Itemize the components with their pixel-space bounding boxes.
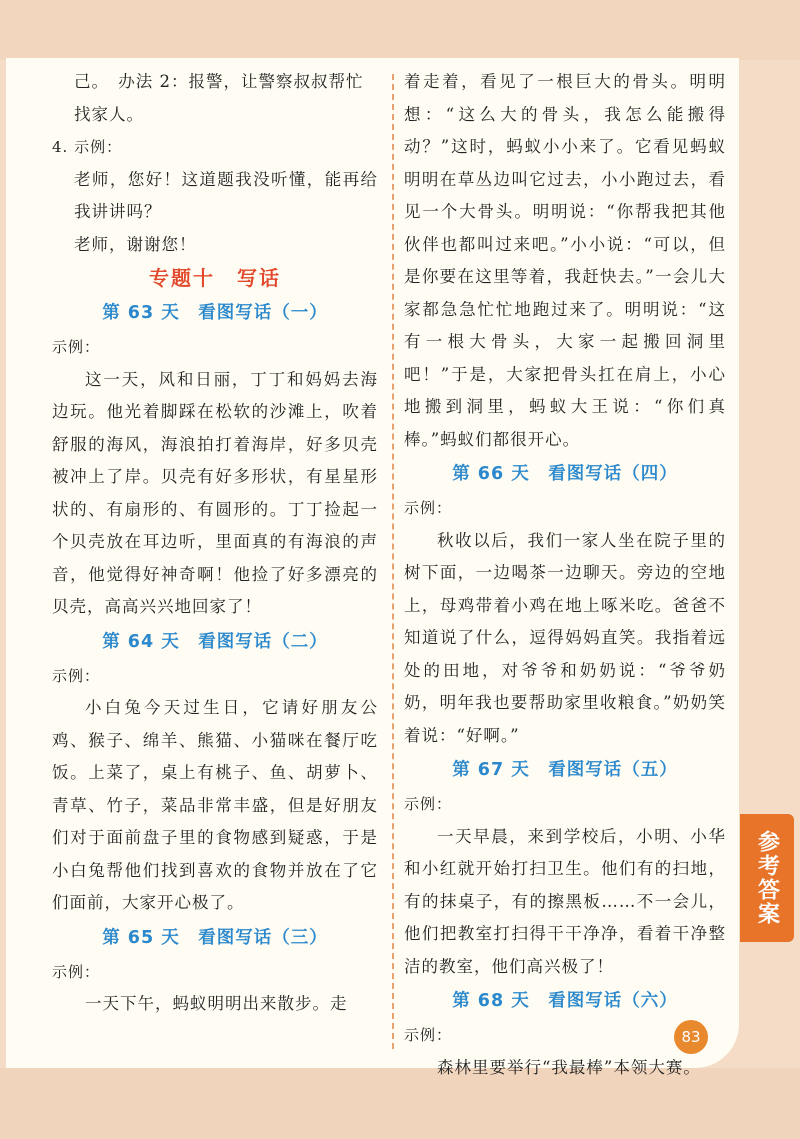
day65-text-cont: 着走着，看见了一根巨大的骨头。明明想：“这么大的骨头，我怎么能搬得动？”这时，蚂蚁小小来了。它看见蚂蚁明明在草丛边叫它过去，小小跑过去，看见一个大骨头。明明说：“你帮我把其他伙伴也都叫过来吧。”小小说：“可以，但是你要在这里等着，我赶快去。”一会儿大家都急急忙忙地跑过来了。明明说：“这有一根大骨头，大家一起搬回洞里吧！”于是，大家把骨头扛在肩上，小心地搬到洞里，蚂蚁大王说：“你们真棒。”蚂蚁们都很开心。: [404, 72, 726, 449]
day64-label: 示例：: [52, 666, 101, 685]
day68-label: 示例：: [404, 1026, 453, 1044]
top-band: [0, 0, 800, 60]
column-divider: [392, 74, 394, 1049]
answer-key-tab: [740, 814, 794, 942]
item3-method2: 己。 办法 2：报警，让警察叔叔帮忙: [74, 72, 364, 91]
day68-heading: 第 68 天 看图写话（六）: [452, 991, 678, 1011]
topic-title: 专题十 写话: [149, 266, 281, 290]
item4-line1: 老师，您好！这道题我没听懂，能再给我讲讲吗？: [74, 169, 378, 221]
page-number: 83: [674, 1020, 708, 1054]
right-column: [404, 66, 726, 1084]
day67-label: 示例：: [404, 795, 453, 813]
item4-line2: 老师，谢谢您！: [74, 234, 197, 254]
day63-heading: 第 63 天 看图写话（一）: [102, 303, 328, 323]
day65-text: 一天下午，蚂蚁明明出来散步。走: [85, 994, 348, 1013]
answer-key-tab-label: 参考答案: [754, 830, 780, 926]
left-column: [52, 66, 378, 1021]
day66-heading: 第 66 天 看图写话（四）: [452, 464, 678, 484]
day63-label: 示例：: [52, 338, 101, 356]
day65-label: 示例：: [52, 962, 101, 981]
item3-method2-cont: 找家人。: [74, 104, 144, 124]
day67-heading: 第 67 天 看图写话（五）: [452, 760, 678, 780]
day66-text: 秋收以后，我们一家人坐在院子里的树下面，一边喝茶一边聊天。旁边的空地上，母鸡带着小鸡在地上啄米吃。爸爸不知道说了什么，逗得妈妈直笑。我指着远处的田地，对爷爷和奶奶说：“爷爷奶奶，明年我也要帮助家里收粮食。”奶奶笑着说：“好啊。”: [404, 530, 726, 745]
day67-text: 一天早晨，来到学校后，小明、小华和小红就开始打扫卫生。他们有的扫地，有的抹桌子，有的擦黑板……不一会儿，他们把教室打扫得干干净净，看着干净整洁的教室，他们高兴极了！: [404, 826, 726, 976]
item4-label: 4. 示例：: [52, 138, 123, 156]
day65-heading: 第 65 天 看图写话（三）: [102, 927, 328, 948]
day63-text: 这一天，风和日丽，丁丁和妈妈去海边玩。他光着脚踩在松软的沙滩上，吹着舒服的海风，海浪拍打着海岸，好多贝壳被冲上了岸。贝壳有好多形状，有星星形状的、有扇形的、有圆形的。丁丁捡起一个贝壳放在耳边听，里面真的有海浪的声音，他觉得好神奇啊！他捡了好多漂亮的贝壳，高高兴兴地回家了！: [52, 369, 378, 616]
day64-heading: 第 64 天 看图写话（二）: [102, 631, 328, 652]
day64-text: 小白兔今天过生日，它请好朋友公鸡、猴子、绵羊、熊猫、小猫咪在餐厅吃饭。上菜了，桌上有桃子、鱼、胡萝卜、青草、竹子，菜品非常丰盛，但是好朋友们对于面前盘子里的食物感到疑惑，于是小白兔帮他们找到喜欢的食物并放在了它们面前，大家开心极了。: [52, 698, 378, 912]
day66-label: 示例：: [404, 499, 453, 517]
day68-text: 森林里要举行“我最棒”本领大赛。: [437, 1057, 701, 1077]
